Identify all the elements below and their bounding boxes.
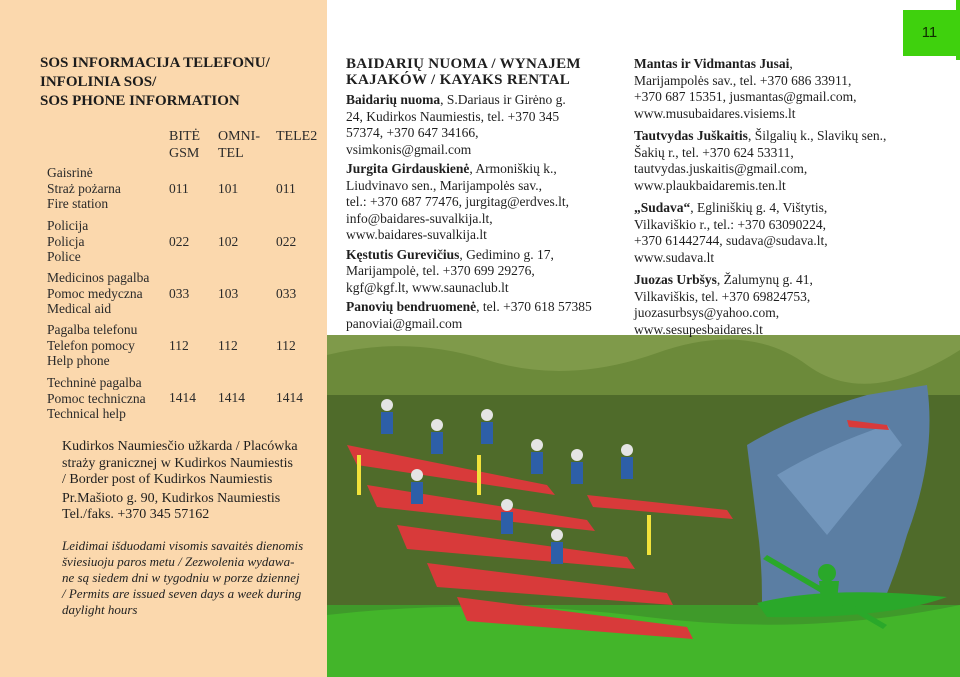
service-name: Telefon pomocy <box>47 337 135 353</box>
phone-number: 011 <box>169 181 189 196</box>
rental-website: www.sesupesbaidares.lt <box>634 321 763 337</box>
rental-text: , tel. +370 618 57385 <box>476 299 592 314</box>
sos-heading-line: SOS INFORMACIJA TELEFONU/ <box>40 55 270 71</box>
sos-heading-line: INFOLINIA SOS/ <box>40 74 157 90</box>
phone-number: 022 <box>169 234 190 249</box>
rental-contact-name: Jurgita Girdauskienė <box>346 161 470 176</box>
column-head-line: OMNI- <box>218 129 260 144</box>
permits-line: Leidimai išduodami visomis savaitės dienomis <box>62 538 304 553</box>
permits-note <box>62 538 327 618</box>
rental-text: +370 61442744, sudava@sudava.lt, <box>634 233 828 248</box>
permits-line: šviesiuoju paros metu / Zezwolenia wydawa- <box>62 554 295 569</box>
rental-text: , S.Dariaus ir Girėno g. <box>440 92 566 107</box>
column-head-line: GSM <box>169 146 200 161</box>
phone-number: 022 <box>276 234 297 249</box>
service-name: Policja <box>47 233 85 249</box>
phone-number: 033 <box>276 286 297 301</box>
rental-text: Liudvinavo sen., Marijampolės sav., <box>346 177 542 193</box>
service-name: Fire station <box>47 196 109 211</box>
rental-entry <box>634 200 924 266</box>
rental-email: juozasurbsys@yahoo.com, <box>634 305 780 320</box>
phone-number: 103 <box>218 286 239 301</box>
rental-email: info@baidares-suvalkija.lt, <box>346 210 493 226</box>
phone-number: 1414 <box>276 390 303 405</box>
service-name: Police <box>47 249 81 264</box>
rental-email: tautvydas.juskaitis@gmail.com, <box>634 161 808 176</box>
rental-text: Vilkaviškio r., tel.: +370 63090224, <box>634 216 827 232</box>
rental-entry <box>346 299 626 332</box>
page-number: 11 <box>903 10 956 56</box>
service-name: Technical help <box>47 406 126 421</box>
rental-column-2 <box>634 56 924 341</box>
permits-line: daylight hours <box>62 602 138 617</box>
phone-number: 101 <box>218 181 239 196</box>
rental-website: kgf@kgf.lt, www.saunaclub.lt <box>346 279 509 295</box>
rental-contact-name: Kęstutis Gurevičius <box>346 246 460 262</box>
border-post-address: Pr.Mašioto g. 90, Kudirkos Naumiestis <box>62 490 281 506</box>
rental-entry <box>346 247 626 297</box>
service-name: Gaisrinė <box>47 165 93 180</box>
rental-contact-name: Tautvydas Juškaitis <box>634 128 748 143</box>
column-head-omnitel <box>218 128 260 162</box>
service-name: Straż pożarna <box>47 180 121 196</box>
rental-text: 24, Kudirkos Naumiestis, tel. +370 345 <box>346 108 560 124</box>
service-name: Pomoc techniczna <box>47 390 146 406</box>
border-post-line: straży granicznej w Kudirkos Naumiestis <box>62 455 293 471</box>
rental-contact-name: „Sudava“ <box>634 200 691 215</box>
rental-contact-name: Baidarių nuoma <box>346 92 441 107</box>
service-name: Medicinos pagalba <box>47 270 150 285</box>
page-tab-strip <box>956 0 960 60</box>
rental-contact-name: Mantas ir Vidmantas Jusai <box>634 56 790 71</box>
column-head-line: TELE2 <box>276 129 318 144</box>
rental-email: panoviai@gmail.com <box>346 315 463 331</box>
service-name: Techninė pagalba <box>47 375 142 390</box>
column-head-line: TEL <box>218 146 244 161</box>
rental-text: , <box>789 56 793 71</box>
phone-number: 112 <box>169 338 189 353</box>
rental-entry <box>346 161 626 244</box>
phone-number: 011 <box>276 181 296 196</box>
rental-heading-line: BAIDARIŲ NUOMA / WYNAJEM <box>346 56 581 72</box>
rental-column-1 <box>346 56 626 335</box>
rental-contact-name: Juozas Urbšys <box>634 272 717 287</box>
rental-entry <box>346 92 626 158</box>
rental-heading-line: KAJAKÓW / KAYAKS RENTAL <box>346 72 571 88</box>
rental-website: www.plaukbaidaremis.ten.lt <box>634 177 786 193</box>
rental-text: Marijampolės sav., tel. +370 686 33911, <box>634 72 852 88</box>
rental-email: vsimkonis@gmail.com <box>346 141 472 157</box>
column-head-line: BITĖ <box>169 129 201 144</box>
kayak-river-illustration <box>327 335 960 677</box>
phone-number: 112 <box>276 338 296 353</box>
rental-contact-name: Panovių bendruomenė <box>346 299 477 314</box>
rental-text: Vilkaviškis, tel. +370 69824753, <box>634 288 811 304</box>
column-head-bite <box>169 128 200 162</box>
permits-line: ne są siedem dni w tygodniu w porze dziennej <box>62 570 300 585</box>
permits-line: / Permits are issued seven days a week during <box>62 586 302 601</box>
rental-text: , Žalumynų g. 41, <box>716 272 813 287</box>
rental-entry <box>634 56 924 122</box>
rental-text: , Armoniškių k., <box>469 161 557 176</box>
phone-number: 1414 <box>169 390 196 405</box>
rental-entry <box>634 272 924 338</box>
border-post-line: / Border post of Kudirkos Naumiestis <box>62 472 273 487</box>
rental-text: tel.: +370 687 77476, jurgitag@erdves.lt, <box>346 194 570 209</box>
rental-text: +370 687 15351, jusmantas@gmail.com, <box>634 89 857 104</box>
phone-number: 112 <box>218 338 238 353</box>
border-post-line: Kudirkos Naumiesčio užkarda / Placówka <box>62 439 298 454</box>
service-name: Policija <box>47 218 89 233</box>
rental-text: , Šilgalių k., Slavikų sen., <box>747 128 887 143</box>
border-post-phone: Tel./faks. +370 345 57162 <box>62 507 210 522</box>
service-name: Pagalba telefonu <box>47 322 138 337</box>
rental-entry <box>634 128 924 194</box>
rental-website: www.sudava.lt <box>634 249 715 265</box>
phone-number: 1414 <box>218 390 245 405</box>
kayak-river-photo <box>327 335 960 677</box>
column-head-tele2 <box>276 128 317 145</box>
rental-website: www.musubaidares.visiems.lt <box>634 105 796 121</box>
border-post-info <box>62 439 327 524</box>
service-name: Medical aid <box>47 301 112 316</box>
rental-text: , Gedimino g. 17, <box>459 246 554 262</box>
service-name: Pomoc medyczna <box>47 285 143 301</box>
rental-text: , Egliniškių g. 4, Vištytis, <box>690 200 828 215</box>
rental-website: www.baidares-suvalkija.lt <box>346 227 487 242</box>
phone-number: 033 <box>169 286 190 301</box>
sos-heading-line: SOS PHONE INFORMATION <box>40 93 240 109</box>
rental-heading <box>346 56 626 88</box>
rental-text: 57374, +370 647 34166, <box>346 125 479 140</box>
sos-heading <box>40 54 320 111</box>
phone-number: 102 <box>218 234 239 249</box>
service-name: Help phone <box>47 353 110 368</box>
rental-text: Šakių r., tel. +370 624 53311, <box>634 144 794 160</box>
rental-text: Marijampolė, tel. +370 699 29276, <box>346 263 535 278</box>
